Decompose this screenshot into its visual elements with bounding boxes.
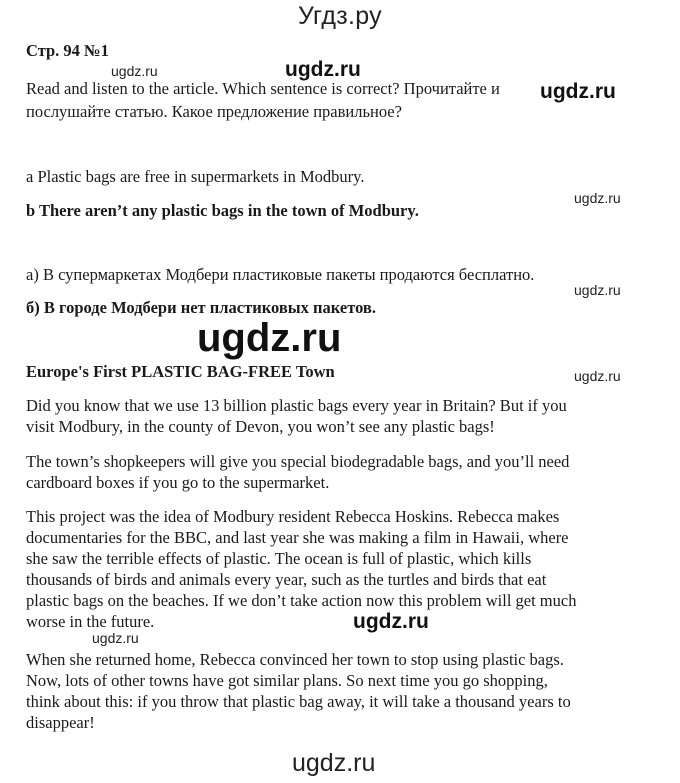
paragraph-line: thousands of birds and animals every year, such as the turtles and birds that eat [26,570,547,589]
article-paragraph-2 [26,451,666,493]
instruction-line-2: послушайте статью. Какое предложение правильное? [26,102,402,121]
option-a-english: a Plastic bags are free in supermarkets in Modbury. [26,167,365,186]
paragraph-line: The town’s shopkeepers will give you special biodegradable bags, and you’ll need [26,452,570,471]
option-a-russian: а) В супермаркетах Модбери пластиковые пакеты продаются бесплатно. [26,265,535,284]
article-paragraph-3 [26,506,666,632]
paragraph-line: think about this: if you throw that plastic bag away, it will take a thousand years to [26,692,571,711]
paragraph-line: disappear! [26,713,95,732]
footer-watermark: ugdz.ru [292,749,376,777]
article-paragraph-1 [26,395,666,437]
watermark-large: ugdz.ru [197,316,342,360]
option-b-english: b There aren’t any plastic bags in the town of Modbury. [26,201,419,220]
paragraph-line: worse in the future. [26,612,155,631]
paragraph-line: documentaries for the BBC, and last year she was making a film in Hawaii, where [26,528,569,547]
paragraph-line: plastic bags on the beaches. If we don’t take action now this problem will get much [26,591,577,610]
site-title: Угдз.ру [298,2,382,30]
paragraph-line: she saw the terrible effects of plastic. The ocean is full of plastic, which kills [26,549,532,568]
watermark: ugdz.ru [285,58,361,81]
watermark: ugdz.ru [353,610,429,633]
page-reference: Стр. 94 №1 [26,41,109,60]
option-b-russian: б) В городе Модбери нет пластиковых пакетов. [26,298,376,317]
paragraph-line: Did you know that we use 13 billion plastic bags every year in Britain? But if you [26,396,567,415]
instruction-line-1: Read and listen to the article. Which sentence is correct? Прочитайте и [26,79,500,98]
paragraph-line: visit Modbury, in the county of Devon, you won’t see any plastic bags! [26,417,495,436]
watermark: ugdz.ru [540,80,616,103]
watermark: ugdz.ru [574,368,621,384]
watermark: ugdz.ru [574,190,621,206]
paragraph-line: cardboard boxes if you go to the supermarket. [26,473,330,492]
watermark: ugdz.ru [574,282,621,298]
paragraph-line: This project was the idea of Modbury resident Rebecca Hoskins. Rebecca makes [26,507,560,526]
paragraph-line: When she returned home, Rebecca convinced her town to stop using plastic bags. [26,650,564,669]
watermark: ugdz.ru [92,630,139,646]
article-paragraph-4 [26,649,666,733]
watermark: ugdz.ru [111,63,158,79]
paragraph-line: Now, lots of other towns have got similar plans. So next time you go shopping, [26,671,548,690]
article-title: Europe's First PLASTIC BAG-FREE Town [26,362,335,381]
